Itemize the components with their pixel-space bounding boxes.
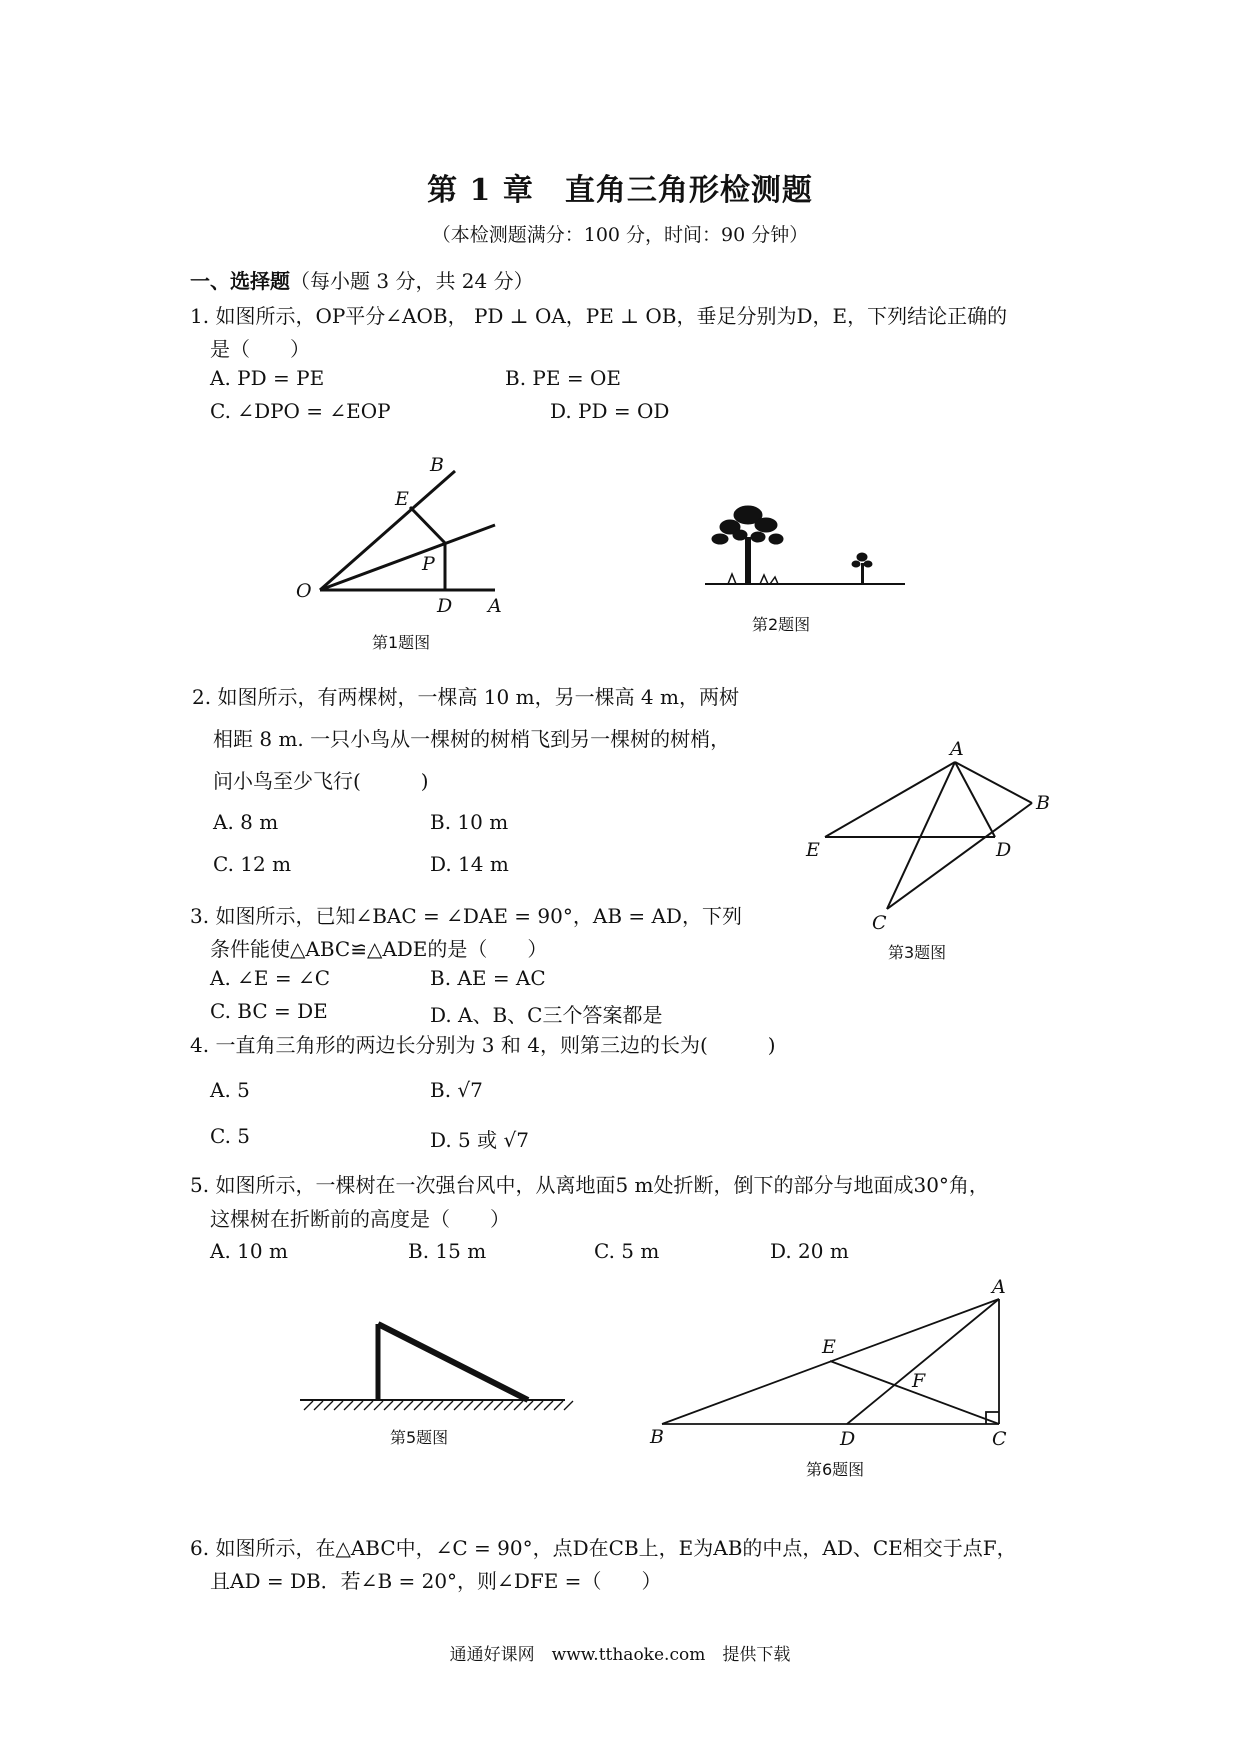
label-c: C [992,1428,1007,1450]
ground-hatching [304,1401,573,1410]
label-e: E [806,839,820,861]
label-d: D [437,595,453,617]
q2-option-b: B. 10 m [430,810,509,834]
figure-1 [290,455,520,635]
segment-ac [887,762,955,909]
q3-stem-line1: 3. 如图所示，已知∠BAC = ∠DAE = 90°，AB = AD，下列 [190,904,742,928]
figure-6-caption: 第6题图 [806,1460,865,1479]
section-heading [190,265,534,294]
q6-stem-line2: 且AD = DB．若∠B = 20°，则∠DFE =（ ） [210,1569,662,1593]
label-p: P [422,553,435,575]
q3-option-d: D. A、B、C三个答案都是 [430,1003,663,1027]
page-title: 第 1 章 直角三角形检测题 [427,173,813,208]
q5-option-a: A. 10 m [210,1239,288,1263]
q1-option-a: A. PD = PE [210,366,325,390]
page-subtitle: （本检测题满分：100 分，时间：90 分钟） [431,224,809,246]
figure-6 [640,1275,1020,1465]
label-o: O [296,580,312,602]
q2-option-a: A. 8 m [213,810,279,834]
q4-stem: 4. 一直角三角形的两边长分别为 3 和 4，则第三边的长为( ) [190,1033,776,1057]
label-d: D [996,839,1012,861]
q2-stem-line3: 问小鸟至少飞行( ) [213,769,429,793]
figure-3-caption: 第3题图 [888,943,947,962]
q1-stem-line2: 是（ ） [210,337,310,361]
q3-option-c: C. BC = DE [210,999,328,1023]
figure-5 [300,1310,570,1410]
label-d: D [840,1428,856,1450]
label-a: A [950,738,964,760]
q4-option-c: C. 5 [210,1124,251,1148]
q5-stem-line2: 这棵树在折断前的高度是（ ） [210,1207,510,1231]
q1-stem-line1: 1. 如图所示，OP平分∠AOB， PD ⊥ OA，PE ⊥ OB，垂足分别为D，E，下列结论正确的 [190,304,1008,328]
label-b: B [650,1426,664,1448]
segment-ae [825,762,955,837]
segment-pe [410,507,445,543]
section-title: 一、选择题 [190,269,290,293]
q3-option-b: B. AE = AC [430,966,546,990]
label-c: C [872,912,887,934]
q5-option-b: B. 15 m [408,1239,487,1263]
label-f: F [912,1370,926,1392]
q5-option-d: D. 20 m [770,1239,849,1263]
label-a: A [992,1276,1006,1298]
figure-3 [800,735,1070,935]
label-e: E [395,488,409,510]
label-b: B [1036,792,1050,814]
fallen-part [378,1324,528,1400]
q3-option-a: A. ∠E = ∠C [210,966,331,990]
short-tree [852,553,872,584]
q2-stem-line2: 相距 8 m. 一只小鸟从一棵树的树梢飞到另一棵树的树梢， [213,727,731,751]
figure-2-caption: 第2题图 [752,615,811,634]
q2-option-c: C. 12 m [213,852,292,876]
q4-option-d: D. 5 或 √7 [430,1128,529,1152]
q1-option-d: D. PD = OD [550,399,670,423]
ray-op [320,525,495,590]
label-e: E [822,1336,836,1358]
tall-tree [712,506,783,584]
q2-option-d: D. 14 m [430,852,509,876]
q3-stem-line2: 条件能使△ABC≌△ADE的是（ ） [210,937,548,961]
figure-5-caption: 第5题图 [390,1428,449,1447]
label-a: A [488,595,502,617]
q6-stem-line1: 6. 如图所示，在△ABC中，∠C = 90°，点D在CB上，E为AB的中点，AD、CE相交于点F， [190,1536,1017,1560]
section-note: （每小题 3 分，共 24 分） [290,269,534,293]
q1-option-c: C. ∠DPO = ∠EOP [210,399,391,423]
figure-2 [700,495,910,595]
segment-ad [847,1299,999,1424]
q5-stem-line1: 5. 如图所示，一棵树在一次强台风中，从离地面5 m处折断，倒下的部分与地面成30°角， [190,1173,989,1197]
q5-option-c: C. 5 m [594,1239,660,1263]
figure-1-caption: 第1题图 [372,633,431,652]
q4-option-a: A. 5 [210,1078,250,1102]
q1-option-b: B. PE = OE [505,366,621,390]
q2-stem-line1: 2. 如图所示，有两棵树，一棵高 10 m，另一棵高 4 m，两树 [192,685,739,709]
q4-option-b: B. √7 [430,1078,483,1102]
label-b: B [430,454,444,476]
page-footer: 通通好课网 www.tthaoke.com 提供下载 [449,1645,791,1665]
